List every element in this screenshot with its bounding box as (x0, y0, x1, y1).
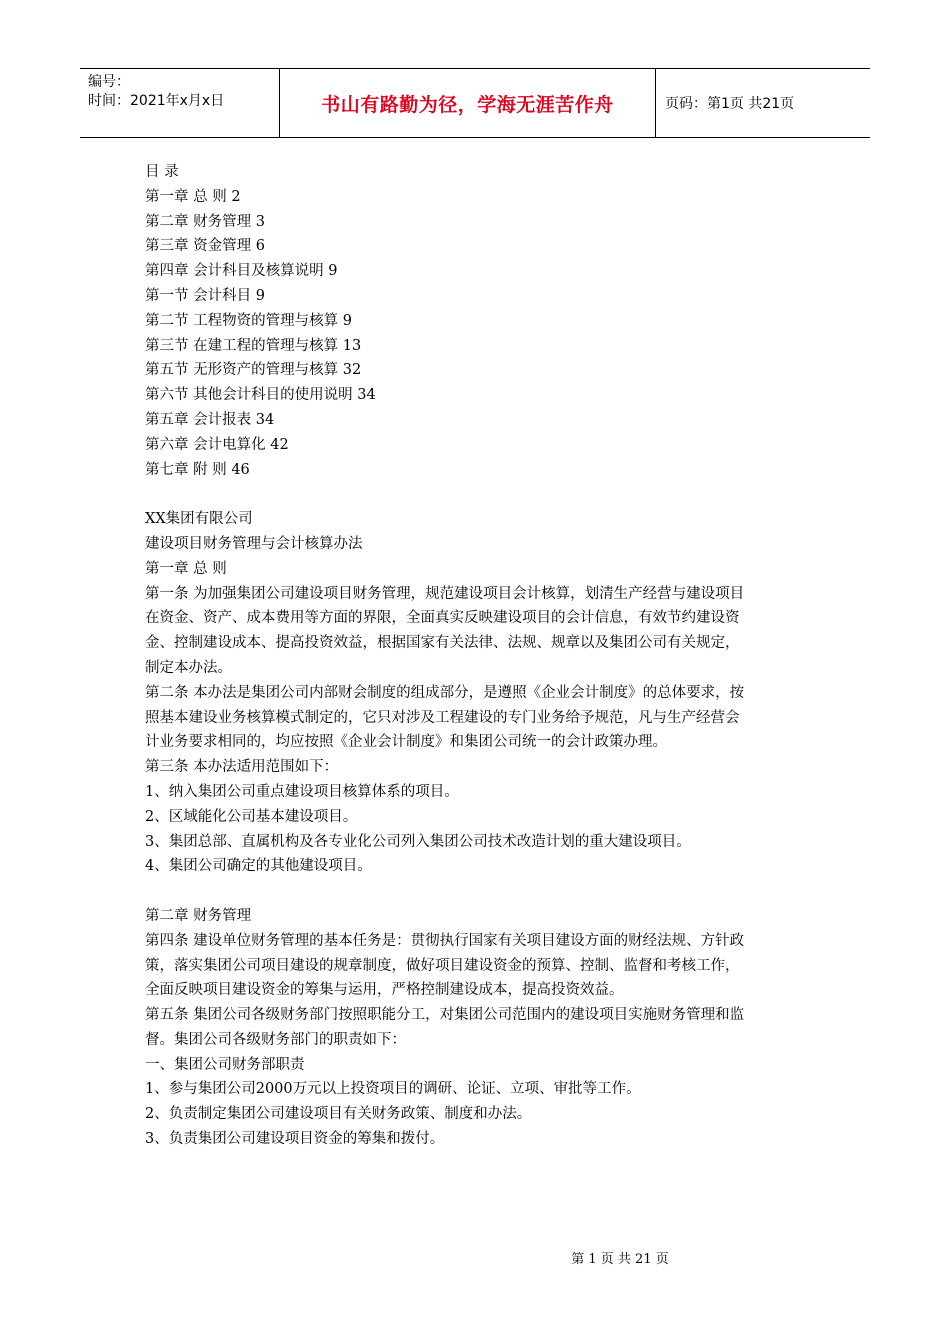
scope-item: 1、纳入集团公司重点建设项目核算体系的项目。 (145, 783, 459, 800)
toc-title: 目 录 (145, 164, 179, 180)
number-label: 编号： (88, 74, 130, 90)
scope-item: 3、集团总部、直属机构及各专业化公司列入集团公司技术改造计划的重大建设项目。 (145, 833, 691, 850)
article-paragraph: 第五条 集团公司各级财务部门按照职能分工，对集团公司范围内的建设项目实施财务管理和监督。集团公司各级财务部门的职责如下： (145, 1007, 745, 1048)
document-title: 建设项目财务管理与会计核算办法 (145, 535, 363, 552)
chapter-heading: 第二章 财务管理 (145, 907, 252, 924)
chapter-heading: 第一章 总 则 (145, 560, 227, 577)
toc-entry: 第一节 会计科目 9 (145, 287, 265, 304)
duty-item: 3、负责集团公司建设项目资金的筹集和拨付。 (145, 1131, 445, 1148)
document-content (145, 160, 745, 1152)
duty-item: 2、负责制定集团公司建设项目有关财务政策、制度和办法。 (145, 1106, 532, 1123)
toc-entry: 第二章 财务管理 3 (145, 213, 265, 230)
toc-entry: 第三节 在建工程的管理与核算 13 (145, 337, 362, 354)
article-paragraph: 第三条 本办法适用范围如下： (145, 759, 339, 776)
toc-entry: 第六节 其他会计科目的使用说明 34 (145, 387, 376, 404)
company-name: XX集团有限公司 (145, 511, 253, 528)
toc-entry: 第四章 会计科目及核算说明 9 (145, 263, 338, 280)
toc-entry: 第七章 附 则 46 (145, 461, 250, 478)
header-left-cell (80, 69, 280, 137)
motto: 书山有路勤为径，学海无涯苦作舟 (280, 69, 656, 137)
page-header (80, 68, 870, 138)
toc-entry: 第五章 会计报表 34 (145, 411, 275, 428)
page-code: 页码：第1页 共21页 (665, 96, 795, 112)
toc-entry: 第三章 资金管理 6 (145, 238, 265, 255)
section-heading: 一、集团公司财务部职责 (145, 1056, 305, 1073)
toc-entry: 第五节 无形资产的管理与核算 32 (145, 362, 362, 379)
toc-entry: 第二节 工程物资的管理与核算 9 (145, 312, 352, 329)
duty-item: 1、参与集团公司2000万元以上投资项目的调研、论证、立项、审批等工作。 (145, 1081, 641, 1098)
article-paragraph: 第四条 建设单位财务管理的基本任务是：贯彻执行国家有关项目建设方面的财经法规、方针政策，落实集团公司项目建设的规章制度，做好项目建设资金的预算、控制、监督和考核工作，全面反映项目建设资金的筹集与运用，严格控制建设成本，提高投资效益。 (145, 932, 745, 999)
time-label: 时间：2021年x月x日 (88, 93, 225, 109)
article-paragraph: 第一条 为加强集团公司建设项目财务管理，规范建设项目会计核算，划清生产经营与建设项目在资金、资产、成本费用等方面的界限，全面真实反映建设项目的会计信息，有效节约建设资金、控制建设成本、提高投资效益，根据国家有关法律、法规、规章以及集团公司有关规定，制定本办法。 (145, 585, 745, 676)
article-paragraph: 第二条 本办法是集团公司内部财会制度的组成部分，是遵照《企业会计制度》的总体要求，按照基本建设业务核算模式制定的，它只对涉及工程建设的专门业务给予规范，凡与生产经营会计业务要求相同的，均应按照《企业会计制度》和集团公司统一的会计政策办理。 (145, 684, 745, 751)
toc-entry: 第一章 总 则 2 (145, 188, 241, 205)
page-footer: 第 1 页 共 21 页 (571, 1252, 669, 1267)
scope-item: 4、集团公司确定的其他建设项目。 (145, 858, 372, 875)
scope-item: 2、区域能化公司基本建设项目。 (145, 808, 358, 825)
toc-entry: 第六章 会计电算化 42 (145, 436, 289, 453)
